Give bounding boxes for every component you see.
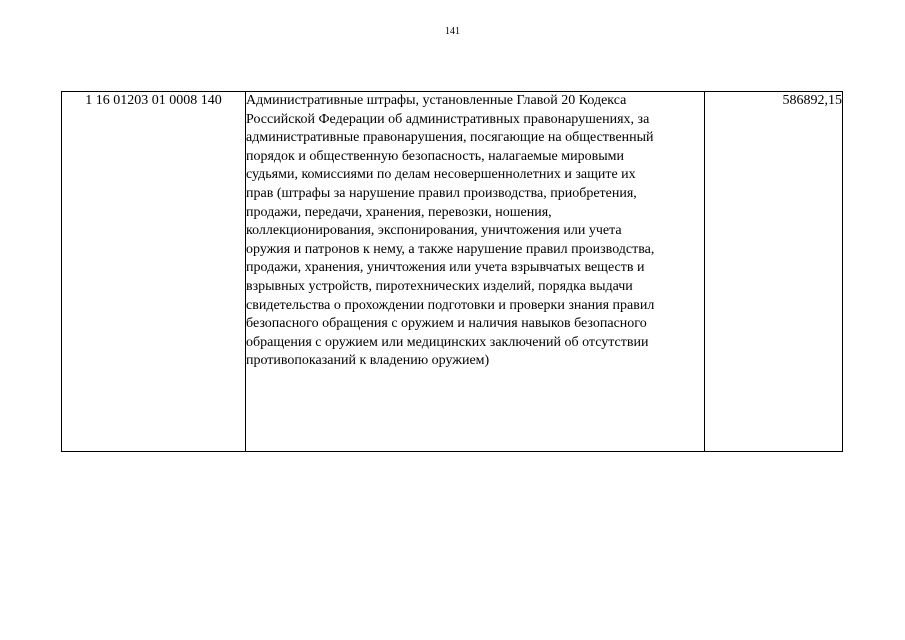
- description-line: продажи, хранения, уничтожения или учета взрывчатых веществ и: [246, 260, 645, 276]
- description-line: безопасного обращения с оружием и наличия навыков безопасного: [246, 316, 647, 332]
- description-line: продажи, передачи, хранения, перевозки, ношения,: [246, 204, 552, 220]
- description-line: противопоказаний к владению оружием): [246, 353, 490, 369]
- description-line: судьями, комиссиями по делам несовершеннолетних и защите их: [246, 167, 636, 183]
- description-line: Административные штрафы, установленные Главой 20 Кодекса: [246, 93, 627, 108]
- amount-value: 586892,15: [705, 92, 843, 452]
- page-number: 141: [445, 26, 460, 37]
- description-line: коллекционирования, экспонирования, уничтожения или учета: [246, 223, 622, 239]
- description-line: свидетельства о прохождении подготовки и проверки знания правил: [246, 297, 655, 313]
- revenue-description: [246, 92, 705, 452]
- table-row: [62, 92, 843, 452]
- budget-table: [61, 91, 843, 452]
- description-line: обращения с оружием или медицинских заключений об отсутствии: [246, 334, 649, 350]
- description-line: порядок и общественную безопасность, налагаемые мировыми: [246, 148, 624, 164]
- description-line: оружия и патронов к нему, а также нарушение правил производства,: [246, 241, 655, 257]
- description-line: прав (штрафы за нарушение правил производства, приобретения,: [246, 185, 637, 201]
- description-line: Российской Федерации об административных правонарушениях, за: [246, 111, 650, 127]
- description-line: административные правонарушения, посягающие на общественный: [246, 130, 654, 146]
- description-line: взрывных устройств, пиротехнических изделий, порядка выдачи: [246, 278, 633, 294]
- budget-classification-code: 1 16 01203 01 0008 140: [62, 92, 246, 452]
